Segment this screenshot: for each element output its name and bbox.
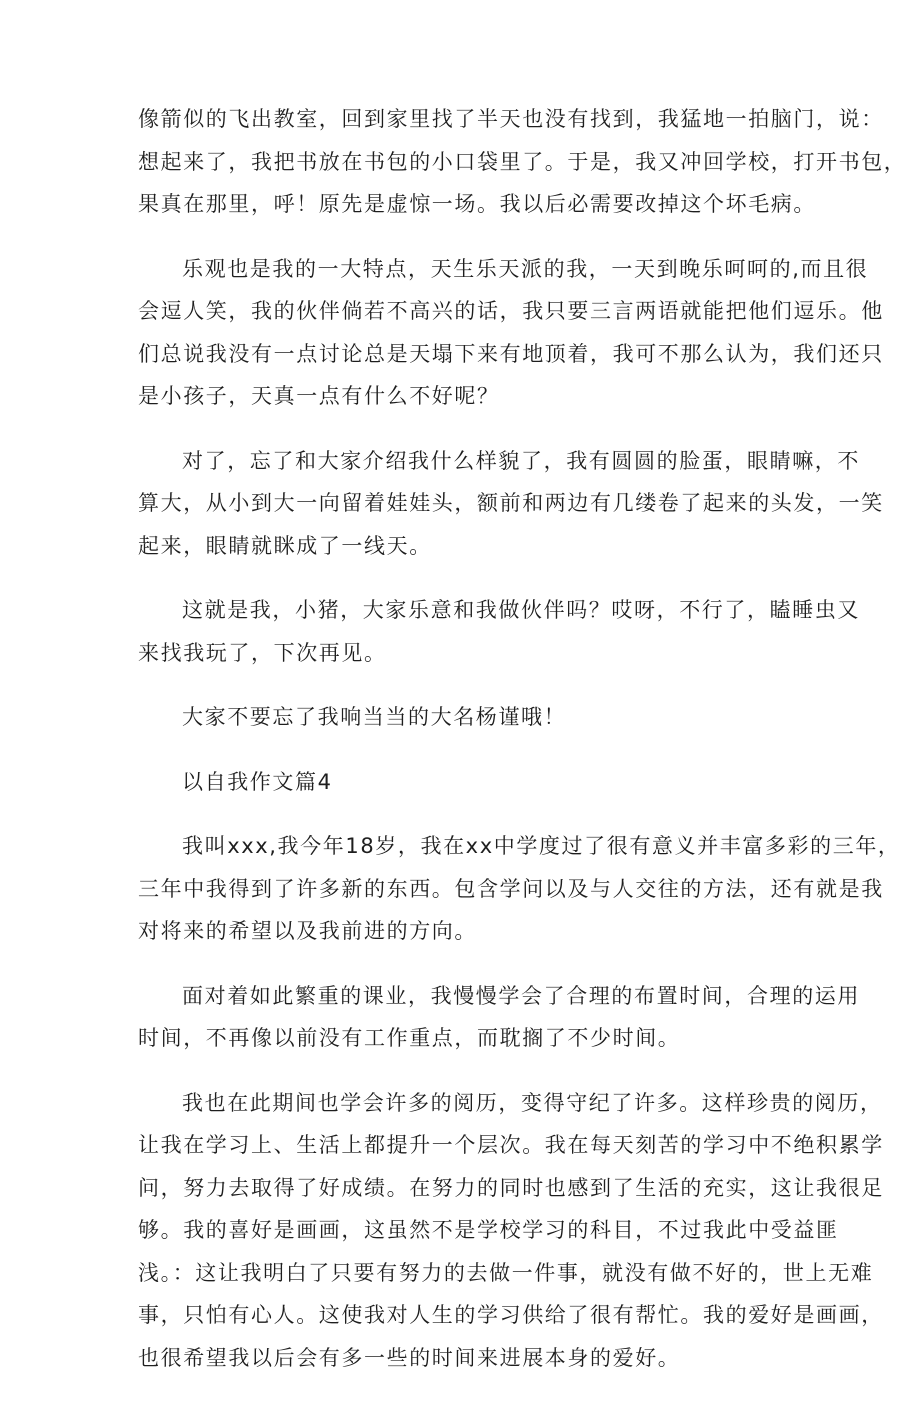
text-line: 我也在此期间也学会许多的阅历，变得守纪了许多。这样珍贵的阅历， — [182, 1090, 883, 1115]
paragraph-8 — [138, 975, 860, 1060]
text-line: 够。我的喜好是画画，这虽然不是学校学习的科目，不过我此中受益匪 — [138, 1218, 839, 1242]
text-line: 也很希望我以后会有多一些的时间来进展本身的爱好。 — [138, 1345, 681, 1370]
text-line: 算大，从小到大一向留着娃娃头，额前和两边有几缕卷了起来的头发，一笑 — [138, 491, 884, 515]
text-line: 们总说我没有一点讨论总是天塌下来有地顶着，我可不那么认为，我们还只 — [138, 341, 884, 366]
text-line: 面对着如此繁重的课业，我慢慢学会了合理的布置时间，合理的运用 — [182, 983, 860, 1008]
paragraph-7 — [138, 825, 901, 953]
text-line: 问，努力去取得了好成绩。在努力的同时也感到了生活的充实，这让我很足 — [138, 1175, 884, 1200]
text-line: 想起来了，我把书放在书包的小口袋里了。于是，我又冲回学校，打开书包， — [138, 149, 907, 174]
text-line: 像箭似的飞出教室，回到家里找了半天也没有找到，我猛地一拍脑门，说： — [138, 107, 884, 131]
paragraph-9 — [138, 1082, 884, 1380]
paragraph-3 — [138, 440, 884, 568]
text-line: 这就是我，小猪，大家乐意和我做伙伴吗？哎呀，不行了，瞌睡虫又 — [182, 598, 860, 622]
text-line: 果真在那里，呼！原先是虚惊一场。我以后必需要改掉这个坏毛病。 — [138, 192, 816, 216]
text-line: 是小孩子，天真一点有什么不好呢？ — [138, 384, 500, 408]
text-line: 三年中我得到了许多新的东西。包含学问以及与人交往的方法，还有就是我 — [138, 876, 884, 901]
text-line: 来找我玩了，下次再见。 — [138, 640, 387, 665]
text-line: 大家不要忘了我响当当的大名杨谨哦！ — [182, 705, 567, 729]
text-line: 对将来的希望以及我前进的方向。 — [138, 919, 477, 943]
paragraph-5 — [138, 696, 800, 739]
text-line: 时间，不再像以前没有工作重点，而耽搁了不少时间。 — [138, 1026, 681, 1050]
text-line: 对了，忘了和大家介绍我什么样貌了，我有圆圆的脸蛋，眼睛嘛，不 — [182, 448, 860, 473]
text-line: 乐观也是我的一大特点，天生乐天派的我，一天到晚乐呵呵的,而且很 — [182, 256, 869, 281]
text-line: 起来，眼睛就眯成了一线天。 — [138, 533, 432, 558]
text-line: 事，只怕有心人。这使我对人生的学习供给了很有帮忙。我的爱好是画画， — [138, 1303, 884, 1327]
paragraph-2 — [138, 248, 884, 418]
text-line: 会逗人笑，我的伙伴倘若不高兴的话，我只要三言两语就能把他们逗乐。他 — [138, 299, 884, 323]
document-body — [138, 98, 907, 1401]
text-line: 浅。：这让我明白了只要有努力的去做一件事，就没有做不好的，世上无难 — [138, 1260, 874, 1285]
paragraph-4 — [138, 589, 860, 674]
text-line: 让我在学习上、生活上都提升一个层次。我在每天刻苦的学习中不绝积累学 — [138, 1133, 884, 1157]
text-line: 以自我作文篇4 — [182, 769, 333, 794]
paragraph-1 — [138, 98, 907, 226]
section-heading — [138, 761, 800, 804]
text-line: 我叫xxx,我今年18岁，我在xx中学度过了很有意义并丰富多彩的三年， — [182, 834, 901, 858]
